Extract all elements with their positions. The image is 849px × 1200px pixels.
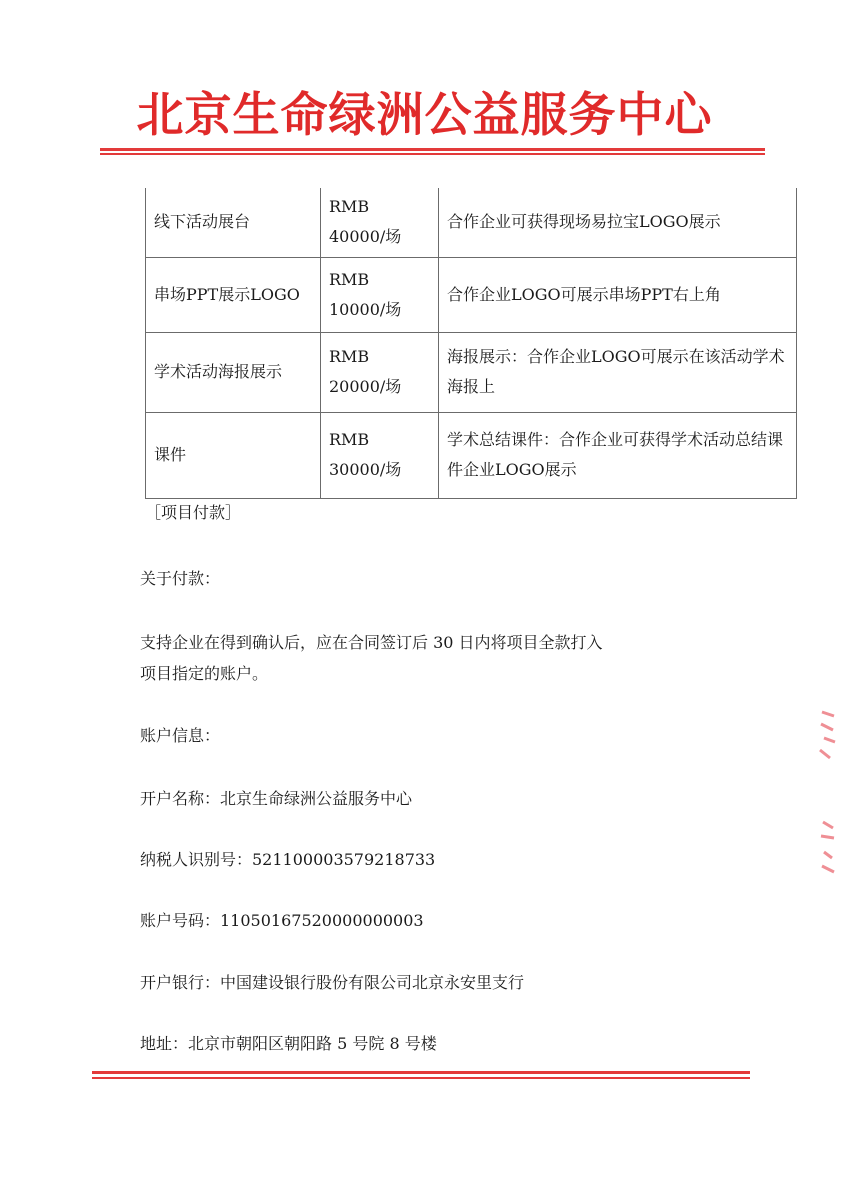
item-cell: 课件 [146,412,321,498]
payment-line-1: 支持企业在得到确认后，应在合同签订后 30 日内将项目全款打入 [140,633,603,652]
account-number: 账户号码：11050167520000000003 [140,911,424,930]
item-cell: 线下活动展台 [146,188,321,257]
description-cell: 合作企业可获得现场易拉宝LOGO展示 [439,188,797,257]
price-cell: RMB 10000/场 [321,257,439,332]
item-cell: 学术活动海报展示 [146,332,321,412]
footer-rule-thick [92,1071,750,1074]
table-row [146,257,797,332]
sponsorship-table [145,188,797,499]
payment-heading: 关于付款： [140,569,221,588]
address: 地址：北京市朝阳区朝阳路 5 号院 8 号楼 [140,1034,437,1053]
seal-fragment-icon [818,708,838,776]
account-heading: 账户信息： [140,726,221,745]
description-cell: 海报展示：合作企业LOGO可展示在该活动学术海报上 [439,332,797,412]
price-cell: RMB 20000/场 [321,332,439,412]
item-cell: 串场PPT展示LOGO [146,257,321,332]
header-rule-thick [100,148,765,151]
seal-fragment-icon [818,818,838,880]
table-row [146,332,797,412]
price-cell: RMB 40000/场 [321,188,439,257]
bank-name: 开户银行：中国建设银行股份有限公司北京永安里支行 [140,973,525,992]
account-name: 开户名称：北京生命绿洲公益服务中心 [140,789,413,808]
payment-line-2: 项目指定的账户。 [140,664,269,683]
description-cell: 学术总结课件：合作企业可获得学术活动总结课件企业LOGO展示 [439,412,797,498]
table-row [146,412,797,498]
letterhead-title: 北京生命绿洲公益服务中心 [136,88,713,143]
header-rule-thin [100,153,765,155]
taxpayer-id: 纳税人识别号：521100003579218733 [140,850,436,869]
price-cell: RMB 30000/场 [321,412,439,498]
description-cell: 合作企业LOGO可展示串场PPT右上角 [439,257,797,332]
section-title: ［项目付款］ [145,503,242,522]
table-row [146,188,797,257]
footer-rule-thin [92,1077,750,1079]
